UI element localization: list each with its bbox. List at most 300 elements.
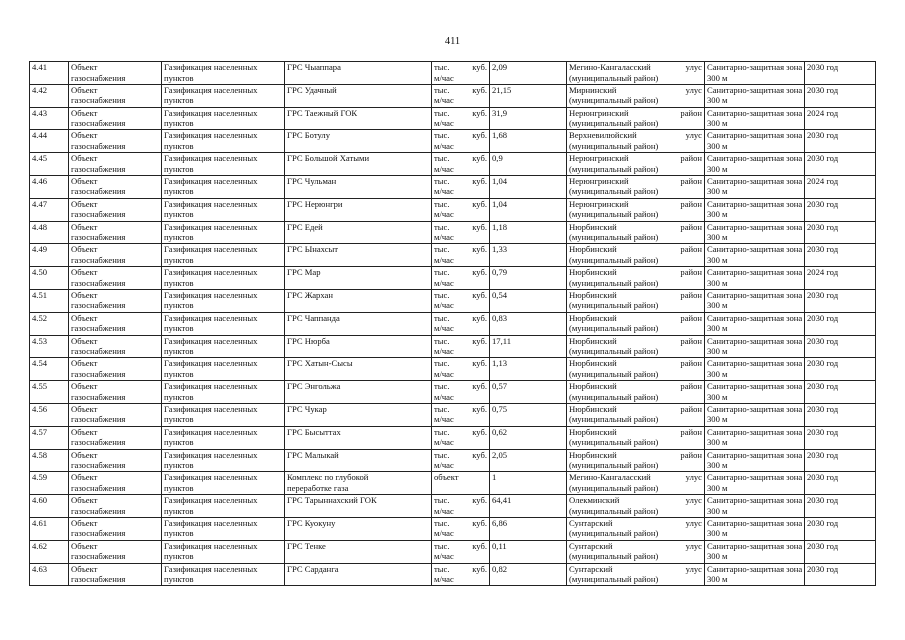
municipality-cell: [567, 221, 705, 244]
row-number: 4.59: [30, 472, 69, 495]
purpose-line: Газификация населенных: [164, 221, 258, 232]
purpose-line: Газификация населенных: [164, 244, 258, 255]
municipality-kind: улус: [685, 563, 702, 574]
facility-name: ГРС Таежный ГОК: [287, 107, 358, 118]
gas-facilities-table: [29, 61, 876, 586]
completion-year: 2030 год: [805, 244, 876, 267]
protection-zone-line: 300 м: [707, 482, 728, 493]
row-number: 4.52: [30, 312, 69, 335]
protection-zone-line: Санитарно-защитная зона: [707, 540, 803, 551]
unit-cell: [432, 84, 490, 107]
municipality-name: Нерюнгринский: [569, 107, 629, 118]
purpose-line: Газификация населенных: [164, 403, 258, 414]
unit-cubic: куб.: [472, 449, 487, 460]
municipality-kind: район: [680, 175, 702, 186]
object-type-line: газоснабжения: [71, 574, 126, 585]
protection-zone-line: 300 м: [707, 368, 728, 379]
object-type-line: Объект: [71, 267, 98, 278]
facility-name-cell: [285, 517, 432, 540]
object-type-cell: [69, 381, 162, 404]
purpose-line: Газификация населенных: [164, 312, 258, 323]
municipality-name: Нюрбинский: [569, 403, 617, 414]
purpose-cell: [162, 358, 285, 381]
municipality-cell: [567, 244, 705, 267]
object-type-line: Объект: [71, 563, 98, 574]
purpose-line: пунктов: [164, 254, 194, 265]
municipality-kind: район: [680, 289, 702, 300]
municipality-kind: улус: [685, 130, 702, 141]
object-type-cell: [69, 335, 162, 358]
facility-name: ГРС Бысыттах: [287, 426, 341, 437]
unit-top-line: [434, 450, 487, 461]
protection-zone-line: 300 м: [707, 163, 728, 174]
municipality-cell: [567, 153, 705, 176]
municipality-top-line: [569, 404, 702, 415]
municipality-name: Нерюнгринский: [569, 153, 629, 164]
purpose-cell: [162, 472, 285, 495]
completion-year: 2030 год: [805, 289, 876, 312]
object-type-cell: [69, 107, 162, 130]
unit-cell: [432, 358, 490, 381]
municipality-status: (муниципальный район): [569, 323, 659, 334]
unit-per-hour: м/час: [434, 368, 454, 379]
municipality-name: Нюрбинский: [569, 381, 617, 392]
object-type-line: Объект: [71, 289, 98, 300]
purpose-line: пунктов: [164, 574, 194, 585]
protection-zone-line: 300 м: [707, 346, 728, 357]
unit-cell: [432, 426, 490, 449]
completion-year: 2030 год: [805, 62, 876, 85]
row-number: 4.49: [30, 244, 69, 267]
completion-year: 2030 год: [805, 335, 876, 358]
table-row: [30, 289, 876, 312]
municipality-kind: улус: [685, 540, 702, 551]
capacity-value: 0,62: [490, 426, 567, 449]
purpose-line: Газификация населенных: [164, 540, 258, 551]
protection-zone-cell: [705, 495, 805, 518]
purpose-cell: [162, 403, 285, 426]
table-row: [30, 221, 876, 244]
object-type-line: газоснабжения: [71, 414, 126, 425]
object-type-cell: [69, 289, 162, 312]
facility-name: ГРС Едей: [287, 221, 323, 232]
protection-zone-cell: [705, 267, 805, 290]
protection-zone-line: Санитарно-защитная зона: [707, 495, 803, 506]
object-type-line: Объект: [71, 426, 98, 437]
municipality-cell: [567, 426, 705, 449]
purpose-cell: [162, 335, 285, 358]
facility-name: ГРС Тарыннахский ГОК: [287, 495, 377, 506]
capacity-value: 2,05: [490, 449, 567, 472]
purpose-line: Газификация населенных: [164, 358, 258, 369]
protection-zone-line: Санитарно-защитная зона: [707, 312, 803, 323]
facility-name-cell: [285, 130, 432, 153]
object-type-cell: [69, 84, 162, 107]
unit-thousand: тыс.: [434, 62, 450, 72]
protection-zone-cell: [705, 358, 805, 381]
object-type-cell: [69, 175, 162, 198]
municipality-cell: [567, 84, 705, 107]
municipality-kind: улус: [685, 84, 702, 95]
unit-cell: [432, 153, 490, 176]
purpose-line: пунктов: [164, 368, 194, 379]
object-type-line: Объект: [71, 335, 98, 346]
unit-cubic: куб.: [472, 426, 487, 437]
unit-thousand: тыс.: [434, 175, 450, 186]
unit-cell: [432, 130, 490, 153]
table-row: [30, 130, 876, 153]
municipality-top-line: [569, 495, 702, 506]
municipality-kind: район: [680, 221, 702, 232]
capacity-value: 0,9: [490, 153, 567, 176]
capacity-value: 1,04: [490, 175, 567, 198]
facility-name-cell: [285, 495, 432, 518]
purpose-line: пунктов: [164, 163, 194, 174]
unit-cell: [432, 472, 490, 495]
municipality-cell: [567, 198, 705, 221]
unit-cubic: куб.: [472, 403, 487, 414]
municipality-cell: [567, 449, 705, 472]
unit-per-hour: м/час: [434, 391, 454, 402]
purpose-line: Газификация населенных: [164, 130, 258, 141]
unit-per-hour: м/час: [434, 95, 454, 106]
municipality-top-line: [569, 153, 702, 164]
unit-per-hour: м/час: [434, 574, 454, 585]
object-type-line: Объект: [71, 381, 98, 392]
protection-zone-line: Санитарно-защитная зона: [707, 62, 803, 72]
purpose-cell: [162, 289, 285, 312]
municipality-name: Нюрбинский: [569, 221, 617, 232]
unit-top-line: [434, 564, 487, 575]
purpose-line: Газификация населенных: [164, 472, 258, 483]
municipality-top-line: [569, 290, 702, 301]
municipality-status: (муниципальный район): [569, 254, 659, 265]
purpose-line: Газификация населенных: [164, 84, 258, 95]
municipality-cell: [567, 403, 705, 426]
purpose-line: пунктов: [164, 391, 194, 402]
municipality-kind: район: [680, 381, 702, 392]
municipality-kind: район: [680, 107, 702, 118]
object-type-line: газоснабжения: [71, 254, 126, 265]
unit-thousand: тыс.: [434, 495, 450, 506]
unit-thousand: тыс.: [434, 267, 450, 278]
object-type-line: Объект: [71, 449, 98, 460]
facility-name-cell: [285, 449, 432, 472]
municipality-name: Мегино-Кангаласский: [569, 472, 651, 483]
unit-thousand: тыс.: [434, 335, 450, 346]
object-type-cell: [69, 495, 162, 518]
municipality-name: Сунтарский: [569, 517, 613, 528]
purpose-cell: [162, 175, 285, 198]
municipality-status: (муниципальный район): [569, 368, 659, 379]
purpose-cell: [162, 153, 285, 176]
municipality-top-line: [569, 427, 702, 438]
protection-zone-line: Санитарно-защитная зона: [707, 153, 803, 164]
completion-year: 2030 год: [805, 517, 876, 540]
municipality-kind: район: [680, 449, 702, 460]
municipality-cell: [567, 175, 705, 198]
purpose-line: Газификация населенных: [164, 289, 258, 300]
protection-zone-line: 300 м: [707, 437, 728, 448]
municipality-kind: район: [680, 335, 702, 346]
protection-zone-cell: [705, 175, 805, 198]
unit-thousand: тыс.: [434, 312, 450, 323]
unit-cubic: куб.: [472, 267, 487, 278]
protection-zone-line: Санитарно-защитная зона: [707, 358, 803, 369]
capacity-value: 64,41: [490, 495, 567, 518]
facility-name-cell: [285, 221, 432, 244]
protection-zone-line: 300 м: [707, 528, 728, 539]
table-row: [30, 381, 876, 404]
municipality-kind: улус: [685, 472, 702, 483]
unit-per-hour: м/час: [434, 346, 454, 357]
unit-cell: [432, 62, 490, 85]
municipality-kind: район: [680, 267, 702, 278]
unit-cubic: куб.: [472, 495, 487, 506]
object-type-line: Объект: [71, 540, 98, 551]
municipality-top-line: [569, 244, 702, 255]
purpose-line: пунктов: [164, 232, 194, 243]
capacity-value: 0,11: [490, 540, 567, 563]
unit-thousand: тыс.: [434, 221, 450, 232]
table-row: [30, 358, 876, 381]
municipality-name: Нюрбинский: [569, 267, 617, 278]
facility-name: ГРС Куокуну: [287, 517, 336, 528]
municipality-top-line: [569, 176, 702, 187]
facility-name-cell: [285, 107, 432, 130]
object-type-line: Объект: [71, 62, 98, 72]
facility-name-line: Комплекс по глубокой: [287, 472, 369, 483]
protection-zone-cell: [705, 335, 805, 358]
purpose-line: пунктов: [164, 323, 194, 334]
municipality-name: Нюрбинский: [569, 426, 617, 437]
municipality-name: Нюрбинский: [569, 312, 617, 323]
facility-name-cell: [285, 312, 432, 335]
facility-name-cell: [285, 267, 432, 290]
facility-name-cell: [285, 563, 432, 586]
row-number: 4.47: [30, 198, 69, 221]
municipality-name: Нюрбинский: [569, 335, 617, 346]
object-type-line: Объект: [71, 175, 98, 186]
municipality-cell: [567, 130, 705, 153]
protection-zone-line: Санитарно-защитная зона: [707, 289, 803, 300]
object-type-line: газоснабжения: [71, 95, 126, 106]
unit-cubic: куб.: [472, 517, 487, 528]
completion-year: 2024 год: [805, 107, 876, 130]
unit-per-hour: м/час: [434, 505, 454, 516]
purpose-cell: [162, 244, 285, 267]
unit-top-line: [434, 541, 487, 552]
unit-per-hour: м/час: [434, 118, 454, 129]
purpose-line: пунктов: [164, 346, 194, 357]
facility-name: ГРС Нерюнгри: [287, 198, 343, 209]
purpose-line: пунктов: [164, 186, 194, 197]
object-type-cell: [69, 517, 162, 540]
unit-thousand: тыс.: [434, 563, 450, 574]
unit-top-line: [434, 518, 487, 529]
unit-top-line: [434, 427, 487, 438]
municipality-kind: улус: [685, 517, 702, 528]
object-type-cell: [69, 130, 162, 153]
protection-zone-line: 300 м: [707, 505, 728, 516]
protection-zone-line: Санитарно-защитная зона: [707, 84, 803, 95]
unit-cell: [432, 403, 490, 426]
completion-year: 2030 год: [805, 563, 876, 586]
object-type-line: Объект: [71, 107, 98, 118]
purpose-line: пунктов: [164, 209, 194, 220]
table-row: [30, 495, 876, 518]
facility-name: ГРС Чаппанда: [287, 312, 340, 323]
object-type-cell: [69, 244, 162, 267]
facility-name-cell: [285, 381, 432, 404]
capacity-value: 1,33: [490, 244, 567, 267]
unit-cell: [432, 449, 490, 472]
table-row: [30, 563, 876, 586]
unit-text: объект: [434, 472, 459, 483]
protection-zone-line: 300 м: [707, 574, 728, 585]
municipality-kind: район: [680, 153, 702, 164]
municipality-cell: [567, 312, 705, 335]
protection-zone-line: Санитарно-защитная зона: [707, 472, 803, 483]
facility-name-line: переработке газа: [287, 482, 349, 493]
municipality-top-line: [569, 130, 702, 141]
table-row: [30, 335, 876, 358]
municipality-status: (муниципальный район): [569, 186, 659, 197]
unit-cell: [432, 381, 490, 404]
purpose-line: Газификация населенных: [164, 335, 258, 346]
unit-thousand: тыс.: [434, 153, 450, 164]
unit-cubic: куб.: [472, 381, 487, 392]
object-type-line: газоснабжения: [71, 323, 126, 334]
row-number: 4.56: [30, 403, 69, 426]
table-row: [30, 267, 876, 290]
municipality-status: (муниципальный район): [569, 209, 659, 220]
object-type-line: газоснабжения: [71, 368, 126, 379]
unit-per-hour: м/час: [434, 414, 454, 425]
unit-per-hour: м/час: [434, 232, 454, 243]
unit-cell: [432, 221, 490, 244]
object-type-line: газоснабжения: [71, 209, 126, 220]
protection-zone-line: Санитарно-защитная зона: [707, 426, 803, 437]
municipality-status: (муниципальный район): [569, 277, 659, 288]
unit-top-line: [434, 62, 487, 73]
municipality-cell: [567, 472, 705, 495]
municipality-cell: [567, 267, 705, 290]
unit-top-line: [434, 381, 487, 392]
protection-zone-cell: [705, 153, 805, 176]
capacity-value: 1,18: [490, 221, 567, 244]
capacity-value: 2,09: [490, 62, 567, 85]
unit-per-hour: м/час: [434, 460, 454, 471]
purpose-cell: [162, 495, 285, 518]
unit-cubic: куб.: [472, 335, 487, 346]
capacity-value: 21,15: [490, 84, 567, 107]
object-type-cell: [69, 358, 162, 381]
unit-per-hour: м/час: [434, 140, 454, 151]
protection-zone-line: Санитарно-защитная зона: [707, 563, 803, 574]
object-type-line: газоснабжения: [71, 505, 126, 516]
municipality-kind: район: [680, 244, 702, 255]
protection-zone-line: Санитарно-защитная зона: [707, 221, 803, 232]
object-type-cell: [69, 449, 162, 472]
unit-cell: [432, 244, 490, 267]
protection-zone-line: 300 м: [707, 391, 728, 402]
completion-year: 2030 год: [805, 426, 876, 449]
completion-year: 2030 год: [805, 84, 876, 107]
row-number: 4.43: [30, 107, 69, 130]
municipality-cell: [567, 62, 705, 85]
unit-top-line: [434, 244, 487, 255]
municipality-kind: улус: [685, 495, 702, 506]
completion-year: 2030 год: [805, 472, 876, 495]
protection-zone-line: Санитарно-защитная зона: [707, 175, 803, 186]
purpose-line: пунктов: [164, 551, 194, 562]
completion-year: 2030 год: [805, 449, 876, 472]
object-type-cell: [69, 540, 162, 563]
object-type-line: газоснабжения: [71, 551, 126, 562]
object-type-line: газоснабжения: [71, 528, 126, 539]
unit-thousand: тыс.: [434, 130, 450, 141]
municipality-kind: район: [680, 426, 702, 437]
protection-zone-line: 300 м: [707, 140, 728, 151]
object-type-cell: [69, 267, 162, 290]
completion-year: 2030 год: [805, 403, 876, 426]
purpose-line: Газификация населенных: [164, 153, 258, 164]
purpose-cell: [162, 130, 285, 153]
unit-top-line: [434, 290, 487, 301]
object-type-line: газоснабжения: [71, 72, 126, 83]
unit-top-line: [434, 85, 487, 96]
municipality-name: Сунтарский: [569, 540, 613, 551]
municipality-top-line: [569, 313, 702, 324]
municipality-kind: район: [680, 358, 702, 369]
municipality-kind: улус: [685, 62, 702, 72]
municipality-status: (муниципальный район): [569, 391, 659, 402]
facility-name: ГРС Чукар: [287, 403, 327, 414]
municipality-top-line: [569, 358, 702, 369]
municipality-status: (муниципальный район): [569, 460, 659, 471]
table-row: [30, 449, 876, 472]
protection-zone-line: 300 м: [707, 118, 728, 129]
protection-zone-cell: [705, 403, 805, 426]
object-type-cell: [69, 153, 162, 176]
table-row: [30, 517, 876, 540]
unit-cubic: куб.: [472, 289, 487, 300]
unit-per-hour: м/час: [434, 163, 454, 174]
purpose-cell: [162, 381, 285, 404]
row-number: 4.62: [30, 540, 69, 563]
purpose-line: пунктов: [164, 140, 194, 151]
object-type-cell: [69, 472, 162, 495]
object-type-line: газоснабжения: [71, 232, 126, 243]
municipality-kind: район: [680, 403, 702, 414]
table-row: [30, 312, 876, 335]
municipality-cell: [567, 289, 705, 312]
table-row: [30, 153, 876, 176]
unit-cell: [432, 563, 490, 586]
unit-cell: [432, 495, 490, 518]
unit-thousand: тыс.: [434, 381, 450, 392]
protection-zone-line: 300 м: [707, 72, 728, 83]
object-type-line: Объект: [71, 312, 98, 323]
municipality-cell: [567, 381, 705, 404]
object-type-line: Объект: [71, 403, 98, 414]
unit-top-line: [434, 108, 487, 119]
purpose-cell: [162, 517, 285, 540]
municipality-top-line: [569, 267, 702, 278]
unit-cubic: куб.: [472, 107, 487, 118]
unit-cubic: куб.: [472, 175, 487, 186]
